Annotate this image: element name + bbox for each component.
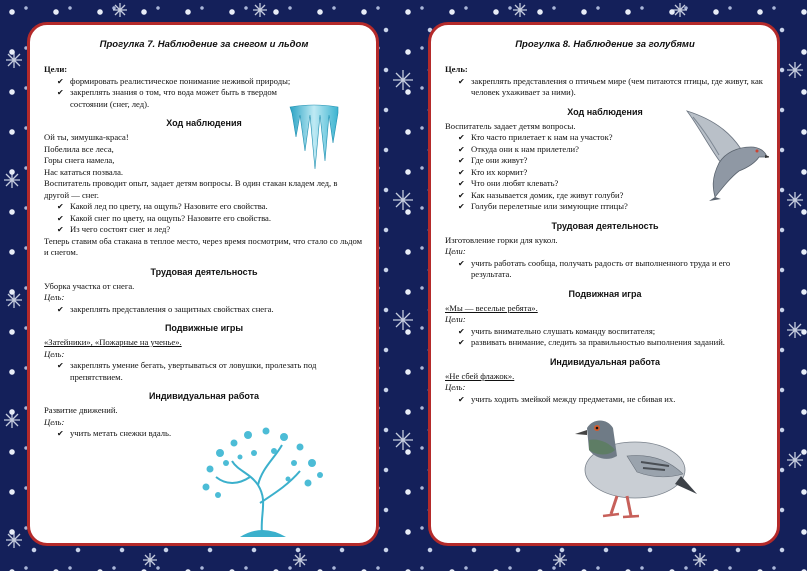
labor-task: Изготовление горки для кукол. xyxy=(445,234,558,245)
game-heading: Подвижная игра xyxy=(568,288,642,299)
question-item: ✔ Кто их кормит? xyxy=(445,167,765,179)
question-item: ✔ Где они живут? xyxy=(445,155,765,167)
icicle-icon xyxy=(288,103,340,171)
goals-label: Цели: xyxy=(44,64,68,74)
teacher-text: Воспитатель задает детям вопросы. xyxy=(445,120,576,131)
games-goal-item: ✔ закреплять умение бегать, увертываться от ловушки, пролезать под препятствием. xyxy=(44,360,364,383)
individual-task: «Не сбей флажок». xyxy=(445,370,515,381)
individual-heading: Индивидуальная работа xyxy=(549,356,661,367)
individual-heading: Индивидуальная работа xyxy=(148,391,260,401)
observation-heading: Ход наблюдения xyxy=(567,106,643,117)
games-names: «Затейники», «Пожарные на ученье». xyxy=(44,337,182,347)
individual-goal-label: Цель: xyxy=(445,382,466,392)
goal-item: ✔ закреплять представления о птичьем мире (чем питаются птицы, где живут, как человек ухаживает за ними). xyxy=(445,76,765,99)
snow-tree-icon xyxy=(190,423,340,538)
individual-goal-label: Цель: xyxy=(44,416,65,427)
conclusion-text: Теперь ставим оба стакана в теплое место, через время посмотрим, что стало со льдом и снегом. xyxy=(44,235,363,257)
flying-pigeon-icon xyxy=(679,107,769,202)
game-name: «Мы — веселые ребята». xyxy=(445,302,538,313)
labor-task: Уборка участка от снега. xyxy=(44,280,135,291)
question-item: ✔ Голуби перелетные или зимующие птицы? xyxy=(445,201,765,213)
labor-goal-label: Цель: xyxy=(44,292,65,302)
game-goal-label: Цели: xyxy=(445,314,466,324)
labor-goal-item: ✔ учить работать сообща, получать радость от выполненного труда и его результата. xyxy=(445,258,765,281)
labor-goal-label: Цели: xyxy=(445,246,466,256)
question-item: ✔ Из чего состоят снег и лед? xyxy=(44,224,364,236)
walk-7-card xyxy=(27,22,379,546)
poem-line: Побелила все леса, xyxy=(44,143,114,154)
question-item: ✔ Откуда они к нам прилетели? xyxy=(445,144,765,156)
games-goal-label: Цель: xyxy=(44,348,65,359)
question-item: ✔ Что они любят клевать? xyxy=(445,178,765,190)
labor-heading: Трудовая деятельность xyxy=(150,266,258,277)
walk-8-card xyxy=(428,22,780,546)
teacher-text: Воспитатель проводит опыт, задает детям вопросы. В один стакан кладем лед, в другой — снег. xyxy=(44,178,338,200)
games-heading: Подвижные игры xyxy=(164,323,244,333)
goal-item: ✔ формировать реалистическое понимание неживой природы; xyxy=(44,76,364,88)
labor-goal-item: ✔ закреплять представления о защитных свойствах снега. xyxy=(44,304,364,316)
standing-pigeon-icon xyxy=(557,398,697,523)
game-goal-item: ✔ развивать внимание, следить за правильностью выполнения заданий. xyxy=(445,337,765,349)
question-item: ✔ Какой лед по цвету, на ощупь? Назовите его свойства. xyxy=(44,201,364,213)
question-item: ✔ Как называется домик, где живут голуби? xyxy=(445,190,765,202)
poem-line: Горы снега намела, xyxy=(44,155,115,165)
individual-goal-item: ✔ учить метать снежки вдаль. xyxy=(44,428,364,440)
observation-heading: Ход наблюдения xyxy=(166,118,242,128)
question-item: ✔ Какой снег по цвету, на ощупь? Назовите его свойства. xyxy=(44,213,364,225)
game-goal-item: ✔ учить внимательно слушать команду воспитателя; xyxy=(445,326,765,338)
labor-heading: Трудовая деятельность xyxy=(551,220,659,231)
individual-task: Развитие движений. xyxy=(44,405,118,415)
question-item: ✔ Кто часто прилетает к нам на участок? xyxy=(445,132,765,144)
goal-item: ✔ закреплять знания о том, что вода может быть в твердом состоянии (снег, лед). xyxy=(44,87,279,110)
poem-line: Нас кататься позвала. xyxy=(44,166,124,177)
individual-goal-item: ✔ учить ходить змейкой между предметами, не сбивая их. xyxy=(445,394,765,406)
goal-label: Цель: xyxy=(445,64,468,74)
walk-7-title: Прогулка 7. Наблюдение за снегом и льдом xyxy=(99,39,309,50)
walk-8-title: Прогулка 8. Наблюдение за голубями xyxy=(515,39,695,50)
poem-line: Ой ты, зимушка-краса! xyxy=(44,132,129,142)
